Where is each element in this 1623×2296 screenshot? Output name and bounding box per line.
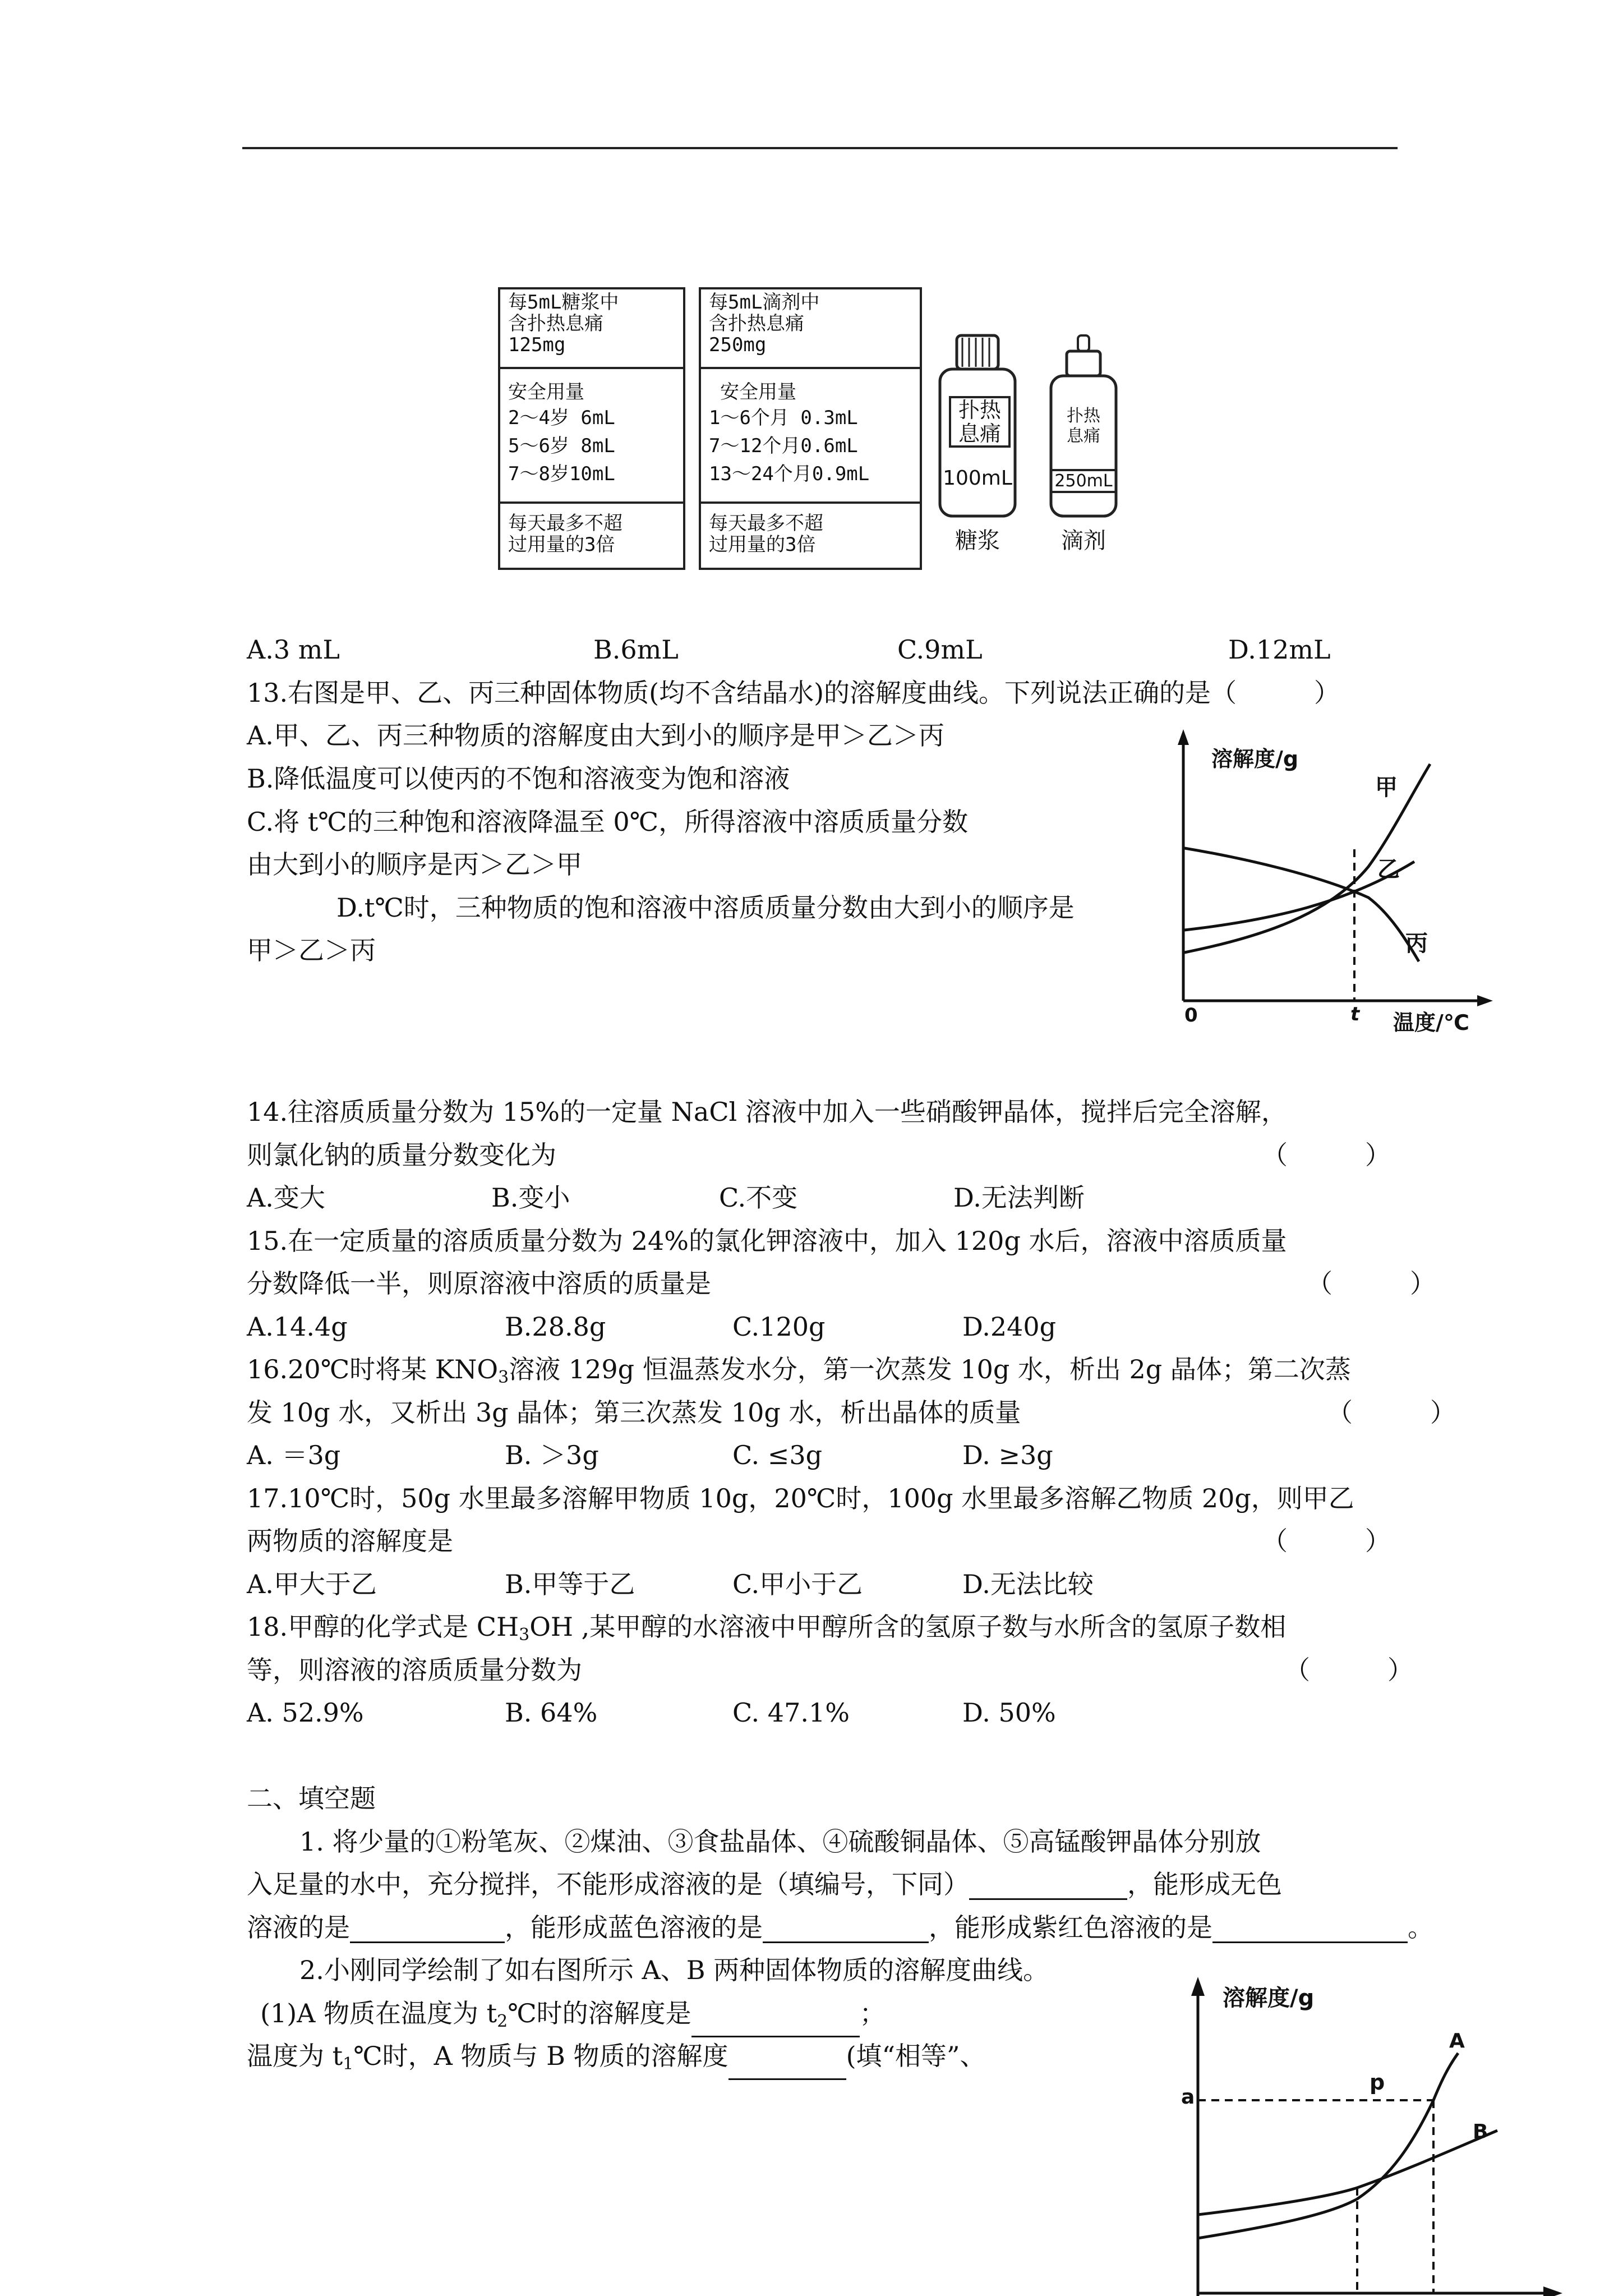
syrup-dose-1: 2～4岁 6mL [508, 407, 615, 429]
f2-line2 [260, 1998, 886, 2037]
q16-option-b: B. ＞3g [505, 1440, 599, 1470]
q16-subscript: 3 [498, 1368, 509, 1387]
drops-bottle-label-2: 息痛 [1067, 426, 1100, 446]
q13-option-d-line1: D.t℃时，三种物质的饱和溶液中溶质质量分数由大到小的顺序是 [336, 892, 1075, 923]
f1-line3-b: ，能形成蓝色溶液的是 [505, 1912, 763, 1943]
q15-option-b: B.28.8g [505, 1312, 606, 1342]
f1-line3 [247, 1912, 1433, 1943]
q14-option-d: D.无法判断 [953, 1182, 1085, 1213]
f2-line1: 2.小刚同学绘制了如右图所示 A、B 两种固体物质的溶解度曲线。 [299, 1955, 1049, 1985]
q15-option-d: D.240g [962, 1312, 1057, 1342]
q18-line2: 等，则溶液的溶质质量分数为 [247, 1655, 582, 1685]
syrup-dose-2: 5～6岁 8mL [508, 435, 615, 457]
syrup-bottle-volume: 100mL [943, 467, 1012, 490]
q14-option-c: C.不变 [719, 1182, 798, 1213]
chart2-a-label: a [1181, 2086, 1195, 2109]
q13-option-d-line2: 甲＞乙＞丙 [247, 935, 376, 965]
f2-line3-b: ℃时，A 物质与 B 物质的溶解度 [353, 2041, 728, 2071]
chart1-label-yi: 乙 [1377, 857, 1400, 882]
section2-title: 二、填空题 [247, 1783, 376, 1814]
f1-line2 [247, 1869, 1282, 1900]
q15-line1: 15.在一定质量的溶质质量分数为 24%的氯化钾溶液中，加入 120g 水后，溶液中溶质质量 [247, 1226, 1287, 1256]
q18-line1-a: 18.甲醇的化学式是 CH [247, 1612, 519, 1642]
q16-line1-a: 16.20℃时将某 KNO [247, 1354, 499, 1384]
drops-dose-2: 7～12个月0.6mL [709, 435, 858, 457]
q14-line1: 14.往溶质质量分数为 15%的一定量 NaCl 溶液中加入一些硝酸钾晶体，搅拌后完全溶解， [247, 1097, 1287, 1127]
q17-line2: 两物质的溶解度是 [247, 1526, 453, 1556]
syrup-dose-title: 安全用量 [508, 381, 584, 403]
drops-bottle-volume: 250mL [1052, 469, 1115, 493]
q16-answer-paren: （ ） [1327, 1397, 1456, 1428]
f2-blank-compare[interactable] [728, 2054, 846, 2080]
q18-line1 [247, 1611, 1286, 1651]
q13-option-a: A.甲、乙、丙三种物质的溶解度由大到小的顺序是甲＞乙＞丙 [247, 720, 944, 751]
f2-line2-c: ； [859, 1998, 886, 2028]
syrup-dose-3: 7～8岁10mL [508, 463, 615, 485]
q12-option-d: D.12mL [1228, 634, 1331, 665]
syrup-head-3: 125mg [508, 334, 566, 356]
q16-line2: 发 10g 水，又析出 3g 晶体；第三次蒸发 10g 水，析出晶体的质量 [247, 1397, 1021, 1428]
q13-stem: 13.右图是甲、乙、丙三种固体物质(均不含结晶水)的溶解度曲线。下列说法正确的是（ ） [247, 678, 1340, 708]
solubility-chart-2 [1161, 1963, 1565, 2296]
q16-option-d: D. ≥3g [962, 1440, 1053, 1470]
f1-line2-b: ，能形成无色 [1127, 1869, 1282, 1899]
f1-line1: 1. 将少量的①粉笔灰、②煤油、③食盐晶体、④硫酸铜晶体、⑤高锰酸钾晶体分别放 [299, 1826, 1261, 1857]
q17-option-d: D.无法比较 [962, 1569, 1094, 1599]
f1-line2-a: 入足量的水中，充分搅拌，不能形成溶液的是（填编号，下同） [247, 1869, 969, 1899]
q17-option-b: B.甲等于乙 [505, 1569, 635, 1599]
q14-option-b: B.变小 [491, 1182, 570, 1213]
medicine-figure [498, 287, 1182, 568]
chart2-label-A: A [1449, 2030, 1465, 2053]
f2-line2-b: ℃时的溶解度是 [508, 1998, 691, 2028]
drops-head-1: 每5mL滴剂中 [709, 291, 820, 314]
header-rule [242, 147, 1398, 149]
f2-line3 [247, 2040, 986, 2080]
q14-line2: 则氯化钠的质量分数变化为 [247, 1140, 556, 1170]
drops-info-box [699, 287, 922, 570]
f2-subscript-t1: 1 [343, 2054, 354, 2074]
drops-note-1: 每天最多不超 [709, 512, 823, 535]
q17-line1: 17.10℃时，50g 水里最多溶解甲物质 10g，20℃时，100g 水里最多溶解乙物质 20g，则甲乙 [247, 1483, 1354, 1513]
chart1-xlabel: 温度/℃ [1393, 1010, 1469, 1035]
drops-head-2: 含扑热息痛 [709, 312, 804, 335]
q18-option-d: D. 50% [962, 1697, 1056, 1728]
q14-option-a: A.变大 [247, 1182, 325, 1213]
q18-option-c: C. 47.1% [732, 1697, 850, 1728]
f2-line3-a: 温度为 t [247, 2041, 343, 2071]
f2-line2-a: (1)A 物质在温度为 t [260, 1998, 497, 2028]
chart1-t-label: t [1350, 1003, 1360, 1025]
q18-subscript: 3 [519, 1625, 530, 1645]
q15-answer-paren: （ ） [1307, 1268, 1436, 1299]
f1-blank-colorless[interactable] [350, 1917, 505, 1943]
chart1-label-bing: 丙 [1405, 931, 1428, 956]
f2-blank-solubility-t2[interactable] [691, 2011, 860, 2037]
chart2-p-label: p [1370, 2070, 1385, 2095]
drops-note-2: 过用量的3倍 [709, 533, 816, 556]
q13-option-c-line1: C.将 t℃的三种饱和溶液降温至 0℃，所得溶液中溶质质量分数 [247, 807, 969, 837]
q13-option-c-line2: 由大到小的顺序是丙＞乙＞甲 [247, 849, 582, 880]
q14-answer-paren: （ ） [1262, 1140, 1391, 1170]
q18-line1-b: OH ,某甲醇的水溶液中甲醇所含的氢原子数与水所含的氢原子数相 [529, 1612, 1287, 1642]
chart1-origin: 0 [1184, 1004, 1198, 1027]
syrup-info-box [498, 287, 685, 570]
chart2-ylabel: 溶解度/g [1223, 1985, 1315, 2011]
drops-dose-1: 1～6个月 0.3mL [709, 407, 858, 429]
drops-caption: 滴剂 [1061, 528, 1106, 554]
q17-option-c: C.甲小于乙 [732, 1569, 863, 1599]
q13-option-b: B.降低温度可以使丙的不饱和溶液变为饱和溶液 [247, 763, 790, 794]
syrup-caption: 糖浆 [955, 528, 1000, 554]
q12-option-b: B.6mL [593, 634, 679, 665]
f1-line3-a: 溶液的是 [247, 1912, 350, 1943]
q15-option-a: A.14.4g [247, 1312, 348, 1342]
chart1-label-jia: 甲 [1375, 775, 1398, 800]
f1-blank-purple[interactable] [1212, 1917, 1408, 1943]
f1-blank-blue[interactable] [763, 1917, 929, 1943]
q18-option-b: B. 64% [505, 1697, 598, 1728]
q17-option-a: A.甲大于乙 [247, 1569, 377, 1599]
q12-option-c: C.9mL [897, 634, 983, 665]
q18-option-a: A. 52.9% [247, 1697, 364, 1728]
q16-line1 [247, 1354, 1351, 1393]
syrup-head-2: 含扑热息痛 [508, 312, 603, 335]
q15-line2: 分数降低一半，则原溶液中溶质的质量是 [247, 1268, 711, 1299]
syrup-note-1: 每天最多不超 [508, 512, 623, 535]
f1-line3-d: 。 [1408, 1912, 1433, 1943]
syrup-note-2: 过用量的3倍 [508, 533, 615, 556]
drops-bottle-label [1059, 406, 1108, 447]
drops-dose-3: 13～24个月0.9mL [709, 463, 870, 485]
syrup-head-1: 每5mL糖浆中 [508, 291, 619, 314]
q12-option-a: A.3 mL [247, 634, 340, 665]
curve-B [1198, 2131, 1497, 2215]
syrup-bottle-label-1: 扑热 [958, 398, 1001, 422]
q18-answer-paren: （ ） [1284, 1655, 1413, 1685]
chart1-ylabel: 溶解度/g [1211, 747, 1299, 771]
f1-line3-c: ，能形成紫红色溶液的是 [929, 1912, 1212, 1943]
f2-line3-c: (填“相等”、 [846, 2041, 986, 2071]
drops-bottle-label-1: 扑热 [1067, 406, 1100, 426]
q17-answer-paren: （ ） [1262, 1526, 1391, 1556]
drops-dose-title: 安全用量 [720, 381, 796, 403]
drops-head-3: 250mg [709, 334, 767, 356]
q16-option-c: C. ≤3g [732, 1440, 823, 1470]
f1-blank-no-solution[interactable] [969, 1874, 1127, 1900]
q16-option-a: A. ＝3g [247, 1440, 341, 1470]
syrup-bottle-label [949, 396, 1011, 448]
q15-option-c: C.120g [732, 1312, 826, 1342]
q16-line1-b: 溶液 129g 恒温蒸发水分，第一次蒸发 10g 水，析出 2g 晶体；第二次蒸 [509, 1354, 1351, 1384]
chart2-label-B: B [1473, 2120, 1488, 2143]
f2-subscript-t2: 2 [497, 2012, 508, 2031]
syrup-bottle-label-2: 息痛 [958, 421, 1001, 446]
